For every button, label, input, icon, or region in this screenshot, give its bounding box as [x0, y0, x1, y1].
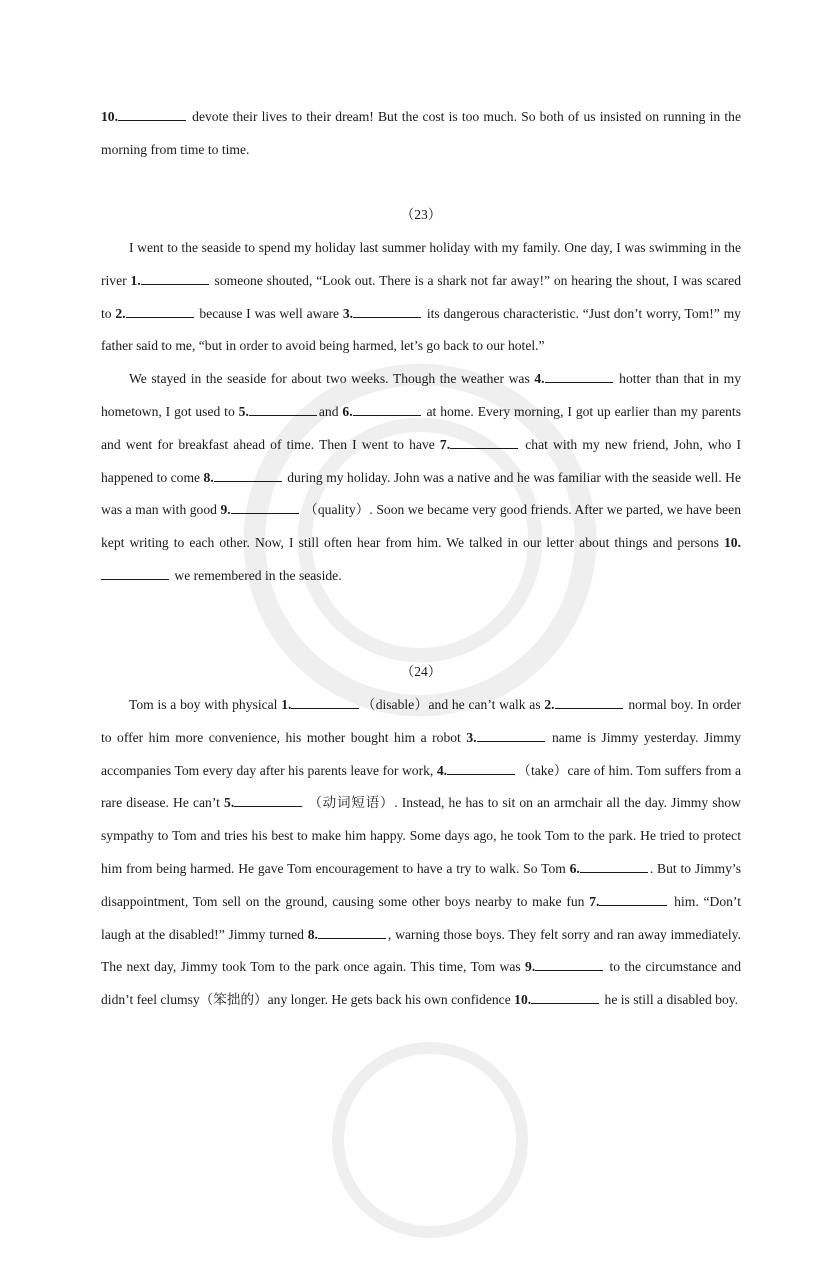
answer-blank[interactable]	[599, 893, 667, 906]
blank-number: 2.	[544, 697, 555, 712]
blank-number: 8.	[203, 469, 214, 485]
answer-blank[interactable]	[231, 501, 299, 514]
section-24-title: （24）	[400, 664, 442, 679]
answer-blank[interactable]	[535, 958, 603, 971]
top-paragraph-block	[101, 101, 741, 167]
text-segment: chat with my new friend, John, who I happened to come	[101, 436, 741, 485]
text-segment: （take）care of him. Tom suffers from a rare disease. He can’t	[101, 762, 741, 811]
text-segment: at home. Every morning, I got up earlier than my parents and went for breakfast ahead of time. Then I went to have	[101, 403, 741, 452]
text-segment: （quality）. Soon we became very good friends. After we parted, we have been kept writing to each other. Now, I still often hear from him. We talked in our letter about things and persons	[101, 502, 741, 551]
blank-number: 1.	[130, 272, 141, 288]
blank-number: 10.	[724, 535, 741, 551]
text-segment: I went to the seaside to spend my holiday last summer holiday with my family. One day, I was swimming in the river	[101, 240, 741, 288]
blank-number: 9.	[220, 502, 231, 518]
answer-blank[interactable]	[450, 436, 518, 449]
answer-blank[interactable]	[126, 305, 194, 318]
answer-blank[interactable]	[101, 567, 169, 580]
paragraph	[101, 101, 741, 167]
answer-blank[interactable]	[531, 991, 599, 1004]
blank-number: 7.	[439, 436, 451, 452]
answer-blank[interactable]	[477, 729, 545, 742]
answer-blank[interactable]	[353, 305, 421, 318]
blank-number: 3.	[466, 729, 477, 745]
blank-number: 5.	[224, 795, 235, 811]
blank-number: 9.	[525, 959, 536, 975]
blank-number: 5.	[238, 403, 249, 419]
answer-blank[interactable]	[214, 469, 282, 482]
blank-number: 1.	[281, 697, 292, 712]
answer-blank[interactable]	[318, 926, 386, 939]
blank-number: 4.	[436, 762, 448, 778]
text-segment: （disable）and he can’t walk as	[361, 697, 545, 712]
blank-number: 10.	[101, 109, 118, 124]
answer-blank[interactable]	[141, 272, 209, 285]
answer-blank[interactable]	[545, 370, 613, 383]
answer-blank[interactable]	[447, 762, 515, 775]
answer-blank[interactable]	[353, 403, 421, 416]
text-segment: we remembered in the seaside.	[171, 567, 342, 583]
blank-number: 10.	[514, 992, 532, 1008]
paragraph	[101, 232, 741, 363]
section-23-title: （23）	[400, 207, 442, 222]
blank-number: 2.	[115, 305, 126, 321]
text-segment: to the circumstance and didn’t feel clumsy（笨拙的）any longer. He gets back his own confidence	[101, 959, 741, 1008]
paragraph	[101, 689, 741, 1017]
text-segment: because I was well aware	[195, 305, 343, 321]
text-segment: hotter than that in my hometown, I got used to	[101, 371, 741, 419]
text-segment: and	[318, 403, 343, 419]
text-segment: name is Jimmy yesterday. Jimmy accompanies Tom every day after his parents leave for work,	[101, 729, 741, 778]
section-23-body	[101, 232, 741, 593]
text-segment: We stayed in the seaside for about two weeks. Though the weather was	[129, 371, 535, 387]
section-24-body	[101, 689, 741, 1017]
answer-blank[interactable]	[118, 108, 186, 121]
answer-blank[interactable]	[555, 696, 623, 709]
blank-number: 7.	[589, 893, 600, 909]
text-segment: him. “Don’t laugh at the disabled!” Jimmy turned	[101, 893, 741, 942]
text-segment: its dangerous characteristic. “Just don’t worry, Tom!” my father said to me, “but in order to avoid being harmed, let’s go back to our hotel.”	[101, 305, 741, 354]
blank-number: 6.	[569, 860, 580, 876]
text-segment: during my holiday. John was a native and he was familiar with the seaside well. He was a man with good	[101, 469, 741, 518]
paragraph	[101, 363, 741, 593]
text-segment: someone shouted, “Look out. There is a shark not far away!” on hearing the shout, I was scared to	[101, 272, 741, 321]
blank-number: 4.	[534, 371, 545, 387]
text-segment: devote their lives to their dream! But the cost is too much. So both of us insisted on running in the morning from time to time.	[101, 109, 741, 157]
text-segment: . But to Jimmy’s disappointment, Tom sell on the ground, causing some other boys nearby to make fun	[101, 860, 741, 909]
blank-number: 3.	[342, 305, 354, 321]
blank-number: 6.	[342, 403, 353, 419]
text-segment: Tom is a boy with physical	[129, 697, 282, 712]
text-segment: normal boy. In order to offer him more convenience, his mother bought him a robot	[101, 697, 741, 745]
answer-blank[interactable]	[291, 696, 359, 709]
answer-blank[interactable]	[249, 403, 317, 416]
text-segment: he is still a disabled boy.	[601, 992, 739, 1008]
answer-blank[interactable]	[234, 794, 302, 807]
text-segment: （动词短语）. Instead, he has to sit on an armchair all the day. Jimmy show sympathy to Tom and tries his best to make him happy. Some days ago, he took Tom to the park. He tried to protect him from being harmed. He gave Tom encouragement to have a try to walk. So Tom	[101, 795, 741, 876]
answer-blank[interactable]	[580, 860, 648, 873]
watermark-seal-icon-lower	[291, 1001, 570, 1279]
text-segment: , warning those boys. They felt sorry and ran away immediately. The next day, Jimmy took Tom to the park once again. This time, Tom was	[101, 926, 741, 975]
blank-number: 8.	[307, 926, 318, 942]
